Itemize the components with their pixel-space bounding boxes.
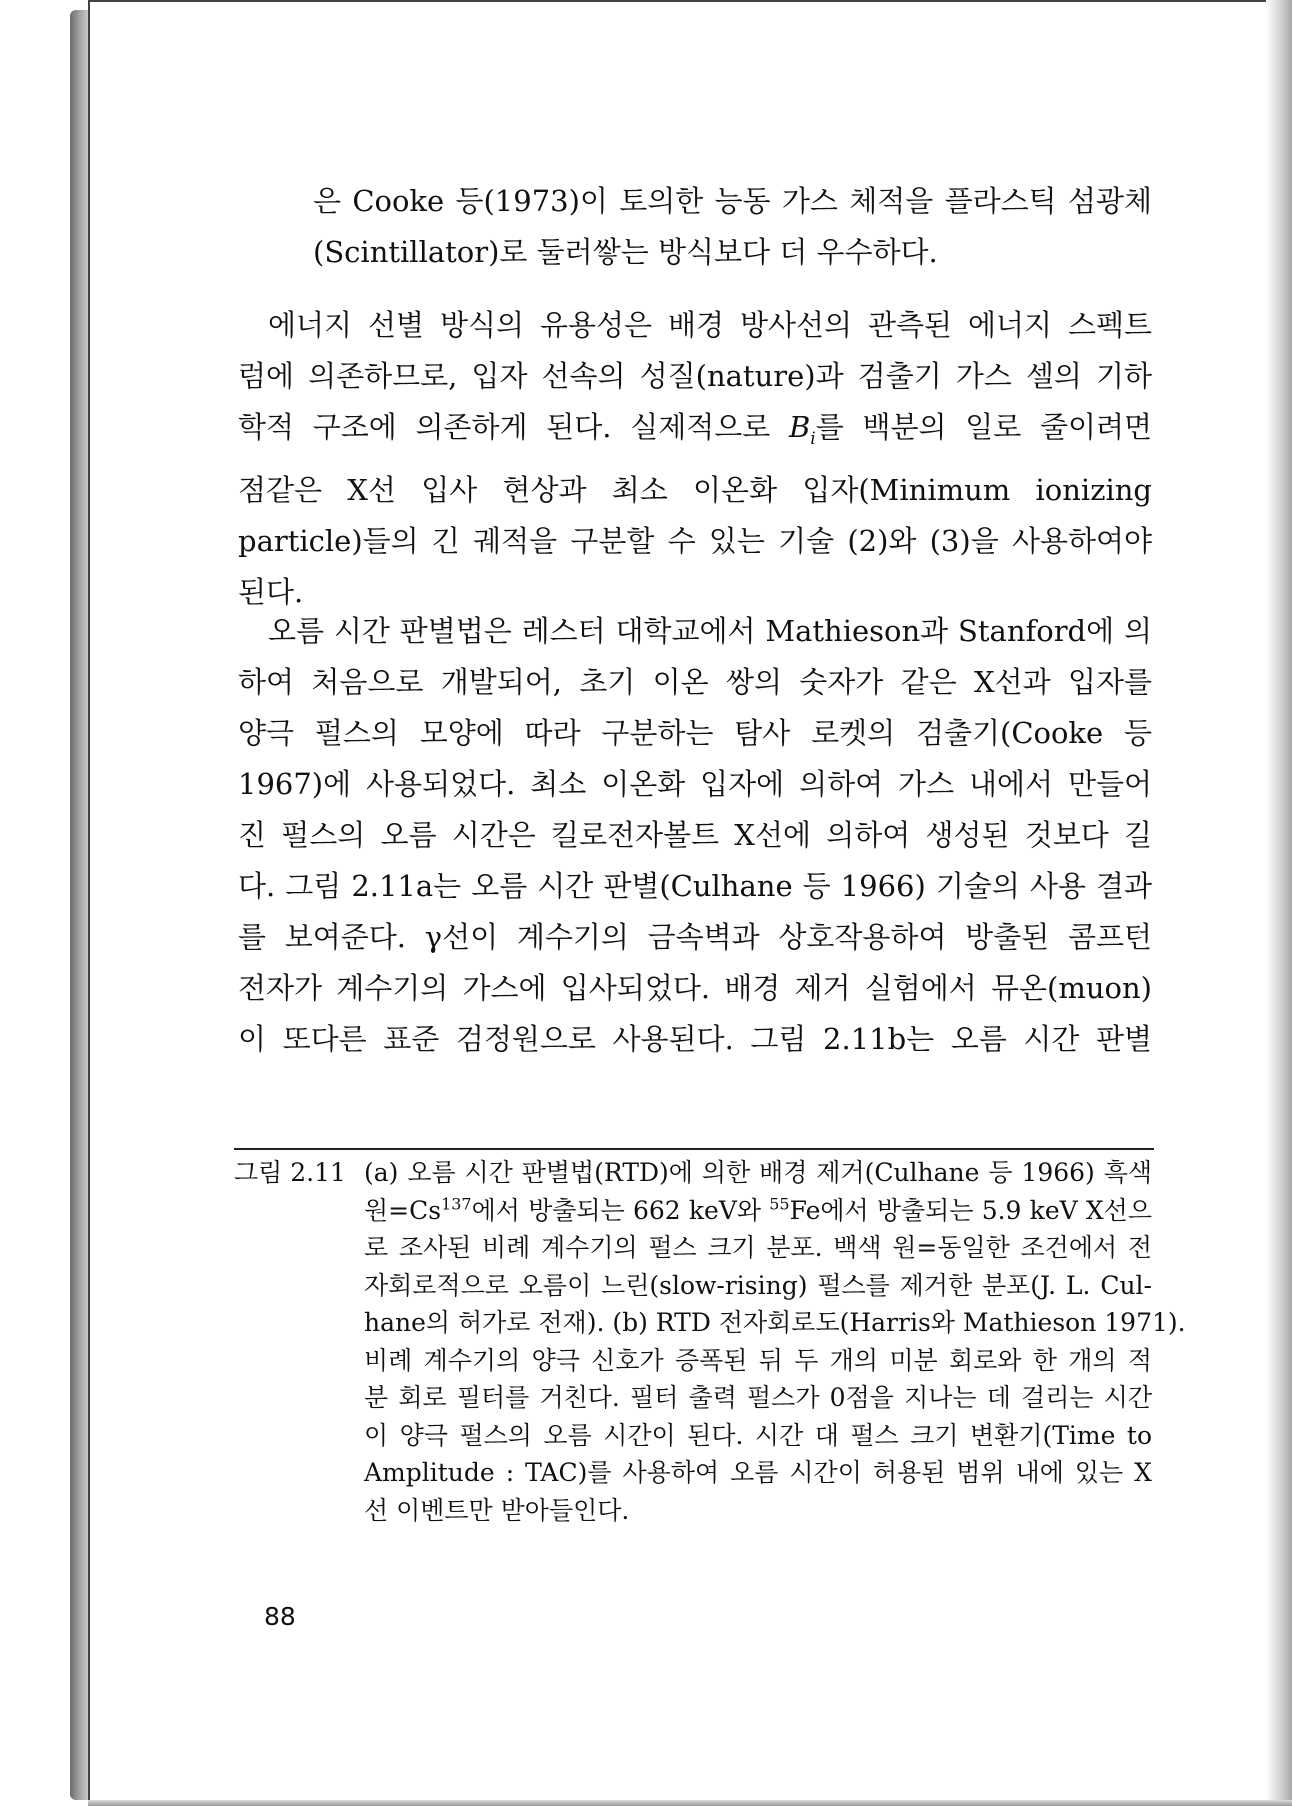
text-segment: 학적 구조에 의존하게 된다. 실제적으로	[238, 410, 789, 444]
caption-divider	[234, 1148, 1154, 1150]
text-line: 다. 그림 2.11a는 오름 시간 판별(Culhane 등 1966) 기술의 사용 결과	[238, 869, 1152, 903]
text-line: 1967)에 사용되었다. 최소 이온화 입자에 의하여 가스 내에서 만들어	[238, 767, 1152, 801]
caption-line: 선 이벤트만 받아들인다.	[364, 1495, 630, 1525]
text-line: 오름 시간 판별법은 레스터 대학교에서 Mathieson과 Stanford에 의	[268, 614, 1152, 648]
text-line: 이 또다른 표준 검정원으로 사용된다. 그림 2.11b는 오름 시간 판별	[238, 1022, 1152, 1056]
caption-body	[364, 1154, 1186, 1529]
caption-line: (a) 오름 시간 판별법(RTD)에 의한 배경 제거(Culhane 등 1966) 흑색	[364, 1158, 1152, 1187]
page-number: 88	[264, 1602, 296, 1631]
text-line: 양극 펄스의 모양에 따라 구분하는 탐사 로켓의 검출기(Cooke 등	[238, 716, 1152, 750]
caption-line: 이 양극 펄스의 오름 시간이 된다. 시간 대 펄스 크기 변환기(Time to	[364, 1420, 1152, 1450]
symbol-b: $B_i$	[788, 410, 816, 449]
text-line-with-symbol	[238, 402, 1152, 465]
caption-line: Amplitude : TAC)를 사용하여 오름 시간이 허용된 범위 내에 있는 X	[364, 1458, 1152, 1487]
caption-line: 로 조사된 비례 계수기의 펄스 크기 분포. 백색 원=동일한 조건에서 전	[364, 1233, 1152, 1262]
caption-line: hane의 허가로 전재). (b) RTD 전자회로도(Harris와 Mathieson 1971).	[364, 1308, 1186, 1337]
caption-line: 자회로적으로 오름이 느린(slow-rising) 펄스를 제거한 분포(J. L. Cul-	[364, 1270, 1152, 1300]
text-line: 점같은 X선 입사 현상과 최소 이온화 입자(Minimum ionizing	[238, 472, 1152, 507]
text-line: 된다.	[238, 574, 304, 609]
page-bottom-shadow	[88, 1800, 1292, 1806]
page-edge-shadow	[1266, 0, 1292, 1806]
text-line: (Scintillator)로 둘러쌓는 방식보다 더 우수하다.	[313, 235, 938, 269]
text-segment: 를 백분의 일로 줄이려면	[815, 410, 1152, 444]
text-line: 럼에 의존하므로, 입자 선속의 성질(nature)과 검출기 가스 셀의 기하	[238, 359, 1152, 393]
paragraph-rise-time	[238, 606, 1152, 1065]
caption-label: 그림 2.11	[234, 1158, 346, 1187]
paragraph-energy-selection	[238, 300, 1152, 618]
text-line: 에너지 선별 방식의 유용성은 배경 방사선의 관측된 에너지 스펙트	[268, 308, 1152, 342]
caption-line: 비례 계수기의 양극 신호가 증폭된 뒤 두 개의 미분 회로와 한 개의 적	[364, 1345, 1152, 1375]
text-line: particle)들의 긴 궤적을 구분할 수 있는 기술 (2)와 (3)을 사용하여야	[238, 523, 1152, 558]
text-line: 은 Cooke 등(1973)이 토의한 능동 가스 체적을 플라스틱 섬광체	[313, 184, 1152, 218]
continuation-text	[313, 176, 1152, 278]
text-line: 하여 처음으로 개발되어, 초기 이온 쌍의 숫자가 같은 X선과 입자를	[238, 665, 1152, 699]
text-line: 진 펄스의 오름 시간은 킬로전자볼트 X선에 의하여 생성된 것보다 길	[238, 818, 1152, 852]
caption-line: 분 회로 필터를 거친다. 필터 출력 펄스가 0점을 지나는 데 걸리는 시간	[364, 1383, 1152, 1412]
text-line: 전자가 계수기의 가스에 입사되었다. 배경 제거 실험에서 뮤온(muon)	[238, 971, 1152, 1005]
text-line: 를 보여준다. γ선이 계수기의 금속벽과 상호작용하여 방출된 콤프턴	[238, 920, 1152, 954]
book-spine-edge	[70, 10, 90, 1800]
caption-line-with-isotopes: 원$=Cs^{137}$에서 방출되는 662 keV와 $^{55}$Fe에서 방출되는 5.9 keV X선으	[364, 1194, 1152, 1225]
